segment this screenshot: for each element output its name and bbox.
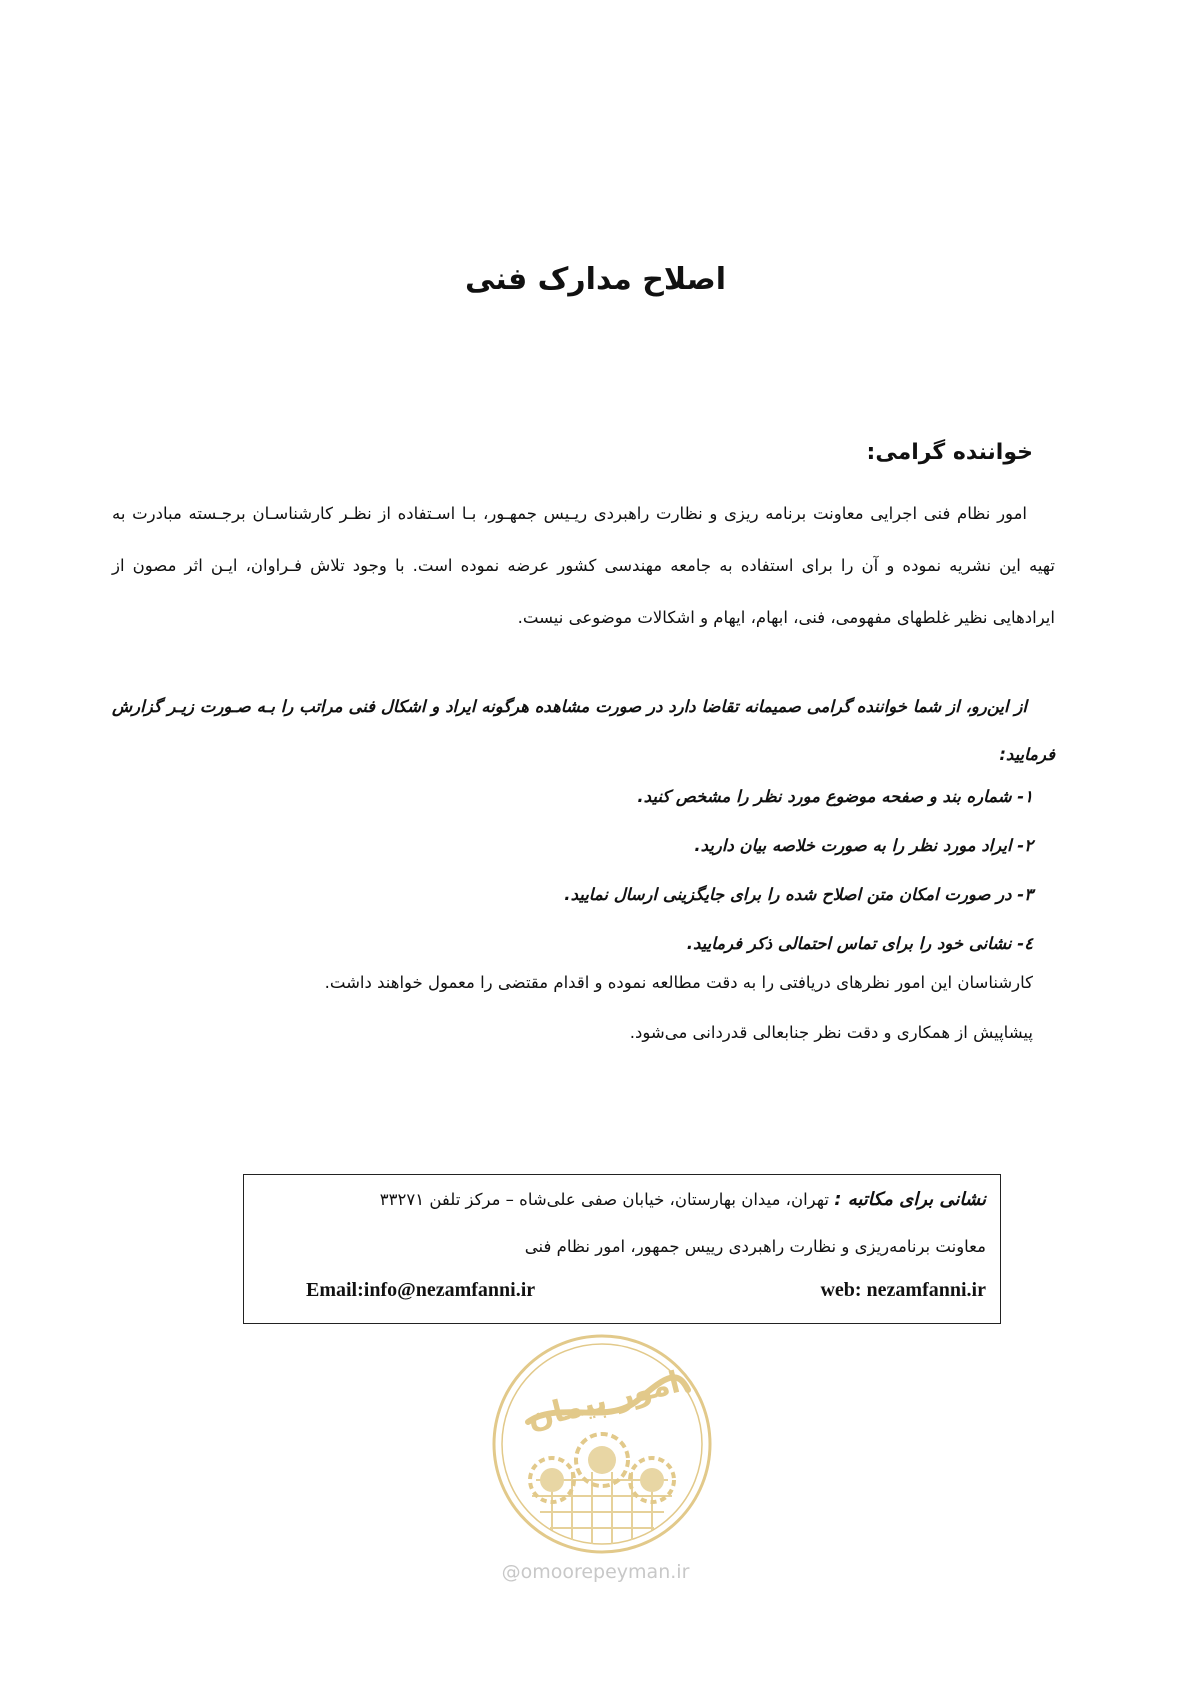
contact-organization: معاونت برنامه‌ریزی و نظارت راهبردی رییس جمهور، امور نظام فنی — [524, 1237, 986, 1256]
list-item: ٢- ایراد مورد نظر را به صورت خلاصه بیان دارید. — [694, 836, 1033, 855]
contact-box — [243, 1174, 1001, 1324]
intro-paragraph: امور نظام فنی اجرایی معاونت برنامه ریزی و نظارت راهبردی ریـیس جمهـور، بـا اسـتفاده از نظـر کارشناسـان برجـسته مبادرت به تهیه این نشریه نموده و آن را برای استفاده به جامعه مهندسی کشور عرضه نموده است. با وجود تلاش فـراوان، ایـن اثر مصون از ایرادهایی نظیر غلطهای مفهومی، فنی، ابهام، ایهام و اشکالات موضوعی نیست. — [112, 504, 1055, 627]
salutation-heading: خواننده گرامی: — [866, 440, 1033, 465]
contact-web: web: nezamfanni.ir — [820, 1279, 986, 1301]
contact-email: Email:info@nezamfanni.ir — [306, 1279, 536, 1301]
list-item: ١- شماره بند و صفحه موضوع مورد نظر را مشخص کنید. — [637, 787, 1033, 806]
seal-rings — [494, 1336, 710, 1552]
request-paragraph: از این‌رو، از شما خواننده گرامی صمیمانه تقاضا دارد در صورت مشاهده هرگونه ایراد و اشکال فنی مراتب را بـه صـورت زیـر گزارش فرمایید: — [112, 697, 1055, 764]
seal-calligraphy: امور پیمان — [523, 1364, 684, 1437]
contact-label: نشانی برای مکاتبه : — [834, 1189, 986, 1210]
closing-text — [173, 958, 1033, 1058]
page-title: اصلاح مدارک فنی — [465, 262, 726, 297]
contact-address: تهران، میدان بهارستان، خیابان صفی علی‌شاه – مرکز تلفن ۳۳۲۷۱ — [379, 1190, 835, 1209]
list-item: ٤- نشانی خود را برای تماس احتمالی ذکر فرمایید. — [686, 934, 1033, 953]
steps-list — [173, 772, 1033, 968]
watermark-seal-logo — [488, 1330, 716, 1558]
closing-line: پیشاپیش از همکاری و دقت نظر جنابعالی قدردانی می‌شود. — [629, 1023, 1033, 1042]
gear-hubs — [540, 1446, 664, 1492]
closing-line: کارشناسان این امور نظرهای دریافتی را به دقت مطالعه نموده و اقدام مقتضی را معمول خواهند داشت. — [324, 973, 1033, 992]
contact-address-line — [380, 1189, 986, 1210]
watermark-site-text: @omoorepeyman.ir — [501, 1561, 690, 1583]
list-item: ٣- در صورت امکان متن اصلاح شده را برای جایگزینی ارسال نمایید. — [564, 885, 1033, 904]
